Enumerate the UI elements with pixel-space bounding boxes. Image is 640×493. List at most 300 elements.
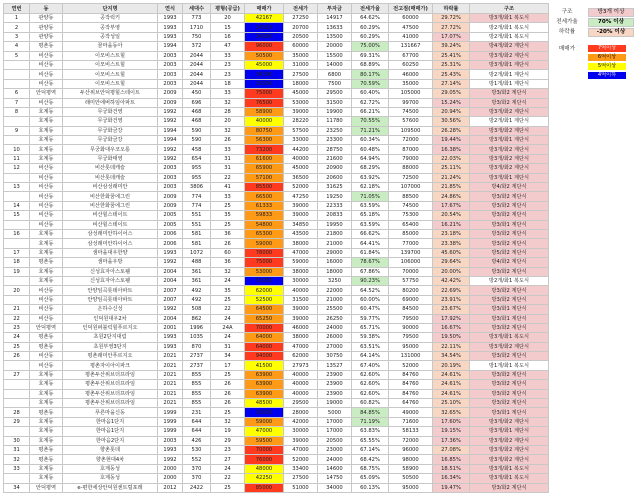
cell-built-year[interactable]: 1994 bbox=[158, 126, 183, 135]
cell-households[interactable]: 2422 bbox=[183, 483, 211, 492]
cell-built-year[interactable]: 2021 bbox=[158, 361, 183, 370]
cell-jeonse-ratio[interactable]: 62.60% bbox=[352, 380, 389, 389]
cell-size[interactable]: 32 bbox=[211, 98, 245, 107]
cell-built-year[interactable]: 2021 bbox=[158, 399, 183, 408]
cell-district[interactable]: 비산동 bbox=[30, 361, 63, 370]
cell-complex-name[interactable]: 이모비스트힐 bbox=[63, 70, 158, 79]
cell-sale-price[interactable]: 42167 bbox=[245, 14, 284, 23]
cell-jeonse-ratio[interactable]: 61.84% bbox=[352, 248, 389, 257]
cell-structure[interactable]: 방3/화1 계단식 bbox=[470, 408, 549, 417]
cell-jeonse-price[interactable]: 40000 bbox=[284, 389, 318, 398]
cell-peak-price[interactable]: 58133 bbox=[389, 427, 433, 436]
cell-size[interactable]: 27 bbox=[211, 455, 245, 464]
cell-peak-price[interactable]: 85000 bbox=[389, 229, 433, 238]
cell-structure[interactable]: 방2개/화1 복도식 bbox=[470, 276, 549, 285]
cell-size[interactable]: 25 bbox=[211, 483, 245, 492]
cell-structure[interactable]: 방2개/화1 계단식 bbox=[470, 70, 549, 79]
cell-district[interactable]: 비산동 bbox=[30, 79, 63, 88]
cell-households[interactable]: 2737 bbox=[183, 352, 211, 361]
cell-households[interactable]: 1710 bbox=[183, 23, 211, 32]
cell-district[interactable]: 비산동 bbox=[30, 164, 63, 173]
cell-peak-price[interactable]: 98000 bbox=[389, 455, 433, 464]
cell-size[interactable]: 23 bbox=[211, 70, 245, 79]
cell-peak-price[interactable]: 106000 bbox=[389, 258, 433, 267]
cell-row-number[interactable]: 13 bbox=[4, 183, 30, 192]
cell-jeonse-ratio[interactable]: 60.40% bbox=[352, 89, 389, 98]
cell-size[interactable]: 31 bbox=[211, 342, 245, 351]
cell-jeonse-ratio[interactable]: 90.23% bbox=[352, 276, 389, 285]
cell-investment[interactable]: 19250 bbox=[318, 192, 352, 201]
cell-structure[interactable]: 방3/화2 계단식 bbox=[470, 352, 549, 361]
cell-investment[interactable]: 24000 bbox=[318, 455, 352, 464]
cell-peak-price[interactable]: 75300 bbox=[389, 211, 433, 220]
cell-investment[interactable]: 20600 bbox=[318, 173, 352, 182]
cell-structure[interactable]: 방3/화2 계단식 bbox=[470, 267, 549, 276]
cell-size[interactable]: 31 bbox=[211, 164, 245, 173]
cell-jeonse-ratio[interactable]: 78.67% bbox=[352, 258, 389, 267]
cell-district[interactable]: 평촌동 bbox=[30, 342, 63, 351]
cell-drop-rate[interactable]: 24.61% bbox=[433, 370, 470, 379]
cell-investment[interactable]: 18000 bbox=[318, 267, 352, 276]
cell-investment[interactable]: 23000 bbox=[318, 445, 352, 454]
cell-row-number[interactable] bbox=[4, 117, 30, 126]
cell-drop-rate[interactable]: 30.56% bbox=[433, 117, 470, 126]
cell-investment[interactable]: 23900 bbox=[318, 370, 352, 379]
cell-row-number[interactable]: 28 bbox=[4, 408, 30, 417]
cell-peak-price[interactable]: 84760 bbox=[389, 389, 433, 398]
cell-structure[interactable]: 방3개/화2 계단식 bbox=[470, 126, 549, 135]
cell-peak-price[interactable]: 109500 bbox=[389, 126, 433, 135]
cell-structure[interactable]: 방4개/화2 계단식 bbox=[470, 42, 549, 51]
cell-size[interactable]: 25 bbox=[211, 295, 245, 304]
cell-peak-price[interactable]: 90000 bbox=[389, 323, 433, 332]
cell-sale-price[interactable]: 61333 bbox=[245, 201, 284, 210]
cell-complex-name[interactable]: 안양임곡롯데아파트 bbox=[63, 286, 158, 295]
cell-structure[interactable]: 방3개/화2 계단식 bbox=[470, 145, 549, 154]
cell-row-number[interactable]: 8 bbox=[4, 107, 30, 116]
cell-district[interactable]: 호계동 bbox=[30, 389, 63, 398]
cell-district[interactable]: 관양동 bbox=[30, 32, 63, 41]
cell-district[interactable]: 평촌동 bbox=[30, 445, 63, 454]
cell-peak-price[interactable]: 139700 bbox=[389, 248, 433, 257]
cell-district[interactable]: 비산동 bbox=[30, 220, 63, 229]
cell-complex-name[interactable]: 비산한화꿈에그린 bbox=[63, 201, 158, 210]
cell-complex-name[interactable]: 비산롯데캐슬 bbox=[63, 164, 158, 173]
cell-jeonse-price[interactable]: 57500 bbox=[284, 126, 318, 135]
cell-complex-name[interactable]: 평촌두산위브더프라임 bbox=[63, 399, 158, 408]
cell-structure[interactable]: 방3/화1 계단식 bbox=[470, 314, 549, 323]
cell-built-year[interactable]: 2005 bbox=[158, 211, 183, 220]
cell-sale-price[interactable]: 57100 bbox=[245, 173, 284, 182]
cell-investment[interactable]: 13527 bbox=[318, 361, 352, 370]
cell-drop-rate[interactable]: 19.50% bbox=[433, 333, 470, 342]
cell-complex-name[interactable]: 호계동성 bbox=[63, 464, 158, 473]
cell-drop-rate[interactable]: 22.11% bbox=[433, 342, 470, 351]
cell-built-year[interactable]: 2006 bbox=[158, 239, 183, 248]
cell-built-year[interactable]: 2003 bbox=[158, 70, 183, 79]
cell-built-year[interactable]: 1999 bbox=[158, 427, 183, 436]
cell-row-number[interactable] bbox=[4, 399, 30, 408]
cell-households[interactable]: 492 bbox=[183, 286, 211, 295]
cell-structure[interactable]: 방3개/화2 계단식 bbox=[470, 445, 549, 454]
cell-built-year[interactable]: 2003 bbox=[158, 436, 183, 445]
cell-households[interactable]: 2737 bbox=[183, 361, 211, 370]
cell-drop-rate[interactable]: 23.67% bbox=[433, 305, 470, 314]
cell-row-number[interactable] bbox=[4, 474, 30, 483]
cell-sale-price[interactable]: 63900 bbox=[245, 370, 284, 379]
cell-complex-name[interactable]: 호계동성 bbox=[63, 474, 158, 483]
cell-complex-name[interactable]: 무궁화건영 bbox=[63, 107, 158, 116]
cell-households[interactable]: 855 bbox=[183, 389, 211, 398]
cell-structure[interactable]: 방3개/화2 계단식 bbox=[470, 455, 549, 464]
cell-households[interactable]: 855 bbox=[183, 370, 211, 379]
cell-jeonse-price[interactable]: 45000 bbox=[284, 164, 318, 173]
cell-structure[interactable]: 방2개/화1 복도식 bbox=[470, 23, 549, 32]
cell-structure[interactable]: 방3/화2 계단식 bbox=[470, 286, 549, 295]
cell-size[interactable]: 32 bbox=[211, 417, 245, 426]
cell-size[interactable]: 34 bbox=[211, 352, 245, 361]
cell-size[interactable]: 28 bbox=[211, 107, 245, 116]
cell-investment[interactable]: 14600 bbox=[318, 464, 352, 473]
cell-households[interactable]: 426 bbox=[183, 436, 211, 445]
cell-peak-price[interactable]: 131000 bbox=[389, 352, 433, 361]
cell-structure[interactable]: 방3/화2 계단식 bbox=[470, 192, 549, 201]
column-header[interactable]: 구조 bbox=[470, 4, 549, 14]
cell-jeonse-price[interactable]: 36500 bbox=[284, 173, 318, 182]
cell-jeonse-ratio[interactable]: 60.82% bbox=[352, 399, 389, 408]
cell-drop-rate[interactable]: 21.85% bbox=[433, 183, 470, 192]
cell-built-year[interactable]: 2003 bbox=[158, 173, 183, 182]
cell-jeonse-price[interactable]: 52000 bbox=[284, 455, 318, 464]
cell-district[interactable]: 호계동 bbox=[30, 117, 63, 126]
cell-jeonse-ratio[interactable]: 66.62% bbox=[352, 229, 389, 238]
cell-investment[interactable]: 19950 bbox=[318, 220, 352, 229]
cell-sale-price[interactable]: 63900 bbox=[245, 380, 284, 389]
cell-jeonse-ratio[interactable]: 62.72% bbox=[352, 98, 389, 107]
cell-size[interactable]: 19 bbox=[211, 427, 245, 436]
cell-investment[interactable]: 14000 bbox=[318, 60, 352, 69]
cell-built-year[interactable]: 2004 bbox=[158, 314, 183, 323]
cell-complex-name[interactable]: 샘마을대우한양 bbox=[63, 248, 158, 257]
cell-jeonse-price[interactable]: 20500 bbox=[284, 32, 318, 41]
cell-jeonse-ratio[interactable]: 62.60% bbox=[352, 370, 389, 379]
column-header[interactable]: 동 bbox=[30, 4, 63, 14]
cell-investment[interactable]: 26000 bbox=[318, 333, 352, 342]
cell-sale-price[interactable]: 70000 bbox=[245, 323, 284, 332]
cell-structure[interactable]: 방3개/화1 복도식 bbox=[470, 474, 549, 483]
cell-jeonse-ratio[interactable]: 67.40% bbox=[352, 361, 389, 370]
cell-jeonse-ratio[interactable]: 60.48% bbox=[352, 145, 389, 154]
cell-jeonse-price[interactable]: 47000 bbox=[284, 248, 318, 257]
cell-district[interactable]: 호계동 bbox=[30, 276, 63, 285]
cell-size[interactable]: 15 bbox=[211, 23, 245, 32]
cell-investment[interactable]: 31500 bbox=[318, 98, 352, 107]
cell-jeonse-price[interactable]: 60000 bbox=[284, 42, 318, 51]
cell-sale-price[interactable]: 94000 bbox=[245, 352, 284, 361]
cell-row-number[interactable]: 1 bbox=[4, 14, 30, 23]
cell-district[interactable]: 관양동 bbox=[30, 14, 63, 23]
cell-sale-price[interactable]: 76000 bbox=[245, 455, 284, 464]
cell-complex-name[interactable]: 이모비스트힐 bbox=[63, 79, 158, 88]
cell-investment[interactable]: 5000 bbox=[318, 408, 352, 417]
cell-built-year[interactable]: 2000 bbox=[158, 474, 183, 483]
cell-households[interactable]: 370 bbox=[183, 464, 211, 473]
cell-size[interactable]: 20 bbox=[211, 117, 245, 126]
cell-investment[interactable]: 17000 bbox=[318, 417, 352, 426]
cell-sale-price[interactable]: 34300 bbox=[245, 70, 284, 79]
cell-drop-rate[interactable]: 19.15% bbox=[433, 427, 470, 436]
cell-row-number[interactable]: 27 bbox=[4, 370, 30, 379]
cell-peak-price[interactable]: 57600 bbox=[389, 117, 433, 126]
cell-investment[interactable]: 34000 bbox=[318, 483, 352, 492]
cell-district[interactable]: 비산동 bbox=[30, 192, 63, 201]
cell-peak-price[interactable]: 46000 bbox=[389, 70, 433, 79]
cell-size[interactable]: 23 bbox=[211, 60, 245, 69]
cell-investment[interactable]: 23250 bbox=[318, 126, 352, 135]
cell-complex-name[interactable]: e-편한세상안덕원센트럴포레 bbox=[63, 483, 158, 492]
cell-structure[interactable]: 방2개/화1 계단식 bbox=[470, 117, 549, 126]
cell-drop-rate[interactable]: 18.51% bbox=[433, 464, 470, 473]
cell-built-year[interactable]: 2006 bbox=[158, 229, 183, 238]
cell-peak-price[interactable]: 105000 bbox=[389, 89, 433, 98]
cell-jeonse-ratio[interactable]: 64.14% bbox=[352, 352, 389, 361]
cell-peak-price[interactable]: 84760 bbox=[389, 380, 433, 389]
cell-households[interactable]: 955 bbox=[183, 173, 211, 182]
cell-jeonse-ratio[interactable]: 64.62% bbox=[352, 14, 389, 23]
cell-structure[interactable]: 방3개/화2 계단식 bbox=[470, 342, 549, 351]
cell-jeonse-price[interactable]: 42000 bbox=[284, 417, 318, 426]
cell-households[interactable]: 3806 bbox=[183, 183, 211, 192]
cell-jeonse-price[interactable]: 31500 bbox=[284, 295, 318, 304]
cell-structure[interactable]: 방3개/화2 계단식 bbox=[470, 417, 549, 426]
cell-jeonse-price[interactable]: 27973 bbox=[284, 361, 318, 370]
cell-structure[interactable]: 방3/화2 계단식 bbox=[470, 229, 549, 238]
cell-investment[interactable]: 14750 bbox=[318, 474, 352, 483]
cell-jeonse-ratio[interactable]: 64.94% bbox=[352, 154, 389, 163]
cell-peak-price[interactable]: 60250 bbox=[389, 60, 433, 69]
cell-built-year[interactable]: 1993 bbox=[158, 23, 183, 32]
cell-investment[interactable]: 29500 bbox=[318, 89, 352, 98]
cell-jeonse-ratio[interactable]: 60.13% bbox=[352, 483, 389, 492]
cell-peak-price[interactable]: 107000 bbox=[389, 183, 433, 192]
cell-row-number[interactable]: 5 bbox=[4, 51, 30, 60]
cell-peak-price[interactable]: 52000 bbox=[389, 361, 433, 370]
cell-jeonse-price[interactable]: 33000 bbox=[284, 136, 318, 145]
cell-jeonse-ratio[interactable]: 65.71% bbox=[352, 323, 389, 332]
cell-complex-name[interactable]: 초원부영3단지 bbox=[63, 342, 158, 351]
cell-complex-name[interactable]: 래미안에버하임아파트 bbox=[63, 98, 158, 107]
cell-investment[interactable]: 27000 bbox=[318, 342, 352, 351]
cell-drop-rate[interactable]: 42.42% bbox=[433, 276, 470, 285]
cell-row-number[interactable] bbox=[4, 427, 30, 436]
cell-district[interactable]: 호계동 bbox=[30, 380, 63, 389]
cell-households[interactable]: 774 bbox=[183, 192, 211, 201]
cell-drop-rate[interactable]: 34.54% bbox=[433, 352, 470, 361]
cell-sale-price[interactable]: 63900 bbox=[245, 389, 284, 398]
cell-jeonse-price[interactable]: 40000 bbox=[284, 370, 318, 379]
cell-jeonse-ratio[interactable]: 60.00% bbox=[352, 295, 389, 304]
cell-investment[interactable]: 3250 bbox=[318, 276, 352, 285]
cell-built-year[interactable]: 1999 bbox=[158, 408, 183, 417]
cell-drop-rate[interactable]: 25.10% bbox=[433, 399, 470, 408]
cell-drop-rate[interactable]: 24.86% bbox=[433, 192, 470, 201]
cell-drop-rate[interactable]: 16.38% bbox=[433, 145, 470, 154]
cell-structure[interactable]: 방1개/화1 복도식 bbox=[470, 361, 549, 370]
cell-structure[interactable]: 방2개/화1 복도식 bbox=[470, 32, 549, 41]
cell-built-year[interactable]: 2009 bbox=[158, 201, 183, 210]
cell-sale-price[interactable]: 64000 bbox=[245, 333, 284, 342]
cell-row-number[interactable]: 24 bbox=[4, 333, 30, 342]
cell-row-number[interactable]: 20 bbox=[4, 286, 30, 295]
cell-built-year[interactable]: 1992 bbox=[158, 305, 183, 314]
cell-district[interactable]: 평촌동 bbox=[30, 333, 63, 342]
cell-size[interactable]: 20 bbox=[211, 14, 245, 23]
cell-sale-price[interactable]: 96000 bbox=[245, 42, 284, 51]
cell-peak-price[interactable]: 88500 bbox=[389, 192, 433, 201]
cell-households[interactable]: 654 bbox=[183, 154, 211, 163]
cell-structure[interactable]: 방3/화2 계단식 bbox=[470, 399, 549, 408]
cell-jeonse-price[interactable]: 27250 bbox=[284, 14, 318, 23]
cell-size[interactable]: 24 bbox=[211, 276, 245, 285]
cell-peak-price[interactable]: 64760 bbox=[389, 399, 433, 408]
column-header[interactable]: 전세가 bbox=[284, 4, 318, 14]
cell-district[interactable]: 비산동 bbox=[30, 98, 63, 107]
cell-structure[interactable]: 방1개/화1 계단식 bbox=[470, 79, 549, 88]
cell-built-year[interactable]: 2003 bbox=[158, 60, 183, 69]
cell-drop-rate[interactable]: 24.61% bbox=[433, 380, 470, 389]
cell-investment[interactable]: 7500 bbox=[318, 79, 352, 88]
cell-peak-price[interactable]: 50500 bbox=[389, 474, 433, 483]
cell-peak-price[interactable]: 95000 bbox=[389, 342, 433, 351]
cell-size[interactable]: 33 bbox=[211, 89, 245, 98]
cell-district[interactable]: 비산동 bbox=[30, 183, 63, 192]
cell-sale-price[interactable]: 48000 bbox=[245, 464, 284, 473]
cell-size[interactable]: 25 bbox=[211, 370, 245, 379]
cell-drop-rate[interactable]: 20.94% bbox=[433, 107, 470, 116]
cell-complex-name[interactable]: 초원2단지대림 bbox=[63, 333, 158, 342]
column-header[interactable]: 연번 bbox=[4, 4, 30, 14]
cell-structure[interactable]: 방5/화2 계단식 bbox=[470, 248, 549, 257]
cell-drop-rate[interactable]: 25.41% bbox=[433, 51, 470, 60]
cell-structure[interactable]: 방3/화2 계단식 bbox=[470, 98, 549, 107]
cell-row-number[interactable]: 11 bbox=[4, 154, 30, 163]
cell-households[interactable]: 450 bbox=[183, 89, 211, 98]
cell-sale-price[interactable]: 50500 bbox=[245, 51, 284, 60]
cell-households[interactable]: 551 bbox=[183, 211, 211, 220]
cell-complex-name[interactable]: 비산삼성래미안 bbox=[63, 183, 158, 192]
cell-peak-price[interactable]: 84760 bbox=[389, 370, 433, 379]
cell-complex-name[interactable]: 한마음1단지 bbox=[63, 417, 158, 426]
cell-jeonse-price[interactable]: 20700 bbox=[284, 23, 318, 32]
cell-peak-price[interactable]: 88000 bbox=[389, 164, 433, 173]
cell-peak-price[interactable]: 79500 bbox=[389, 314, 433, 323]
cell-investment[interactable]: 30750 bbox=[318, 352, 352, 361]
cell-structure[interactable]: 방4/화2 계단식 bbox=[470, 183, 549, 192]
cell-structure[interactable]: 방3/화2 계단식 bbox=[470, 211, 549, 220]
cell-built-year[interactable]: 1999 bbox=[158, 417, 183, 426]
cell-row-number[interactable]: 25 bbox=[4, 342, 30, 351]
cell-complex-name[interactable]: 비산롯데캐슬 bbox=[63, 173, 158, 182]
cell-row-number[interactable] bbox=[4, 136, 30, 145]
cell-investment[interactable]: 20900 bbox=[318, 164, 352, 173]
cell-jeonse-price[interactable]: 27500 bbox=[284, 474, 318, 483]
cell-households[interactable]: 2044 bbox=[183, 60, 211, 69]
cell-jeonse-price[interactable]: 39000 bbox=[284, 201, 318, 210]
column-header[interactable]: 전세가율 bbox=[352, 4, 389, 14]
cell-structure[interactable]: 방3/화2 계단식 bbox=[470, 89, 549, 98]
cell-jeonse-price[interactable]: 62000 bbox=[284, 352, 318, 361]
cell-jeonse-ratio[interactable]: 65.55% bbox=[352, 436, 389, 445]
cell-built-year[interactable]: 2003 bbox=[158, 183, 183, 192]
cell-peak-price[interactable]: 57750 bbox=[389, 276, 433, 285]
cell-complex-name[interactable]: 공작럭키 bbox=[63, 14, 158, 23]
cell-row-number[interactable] bbox=[4, 70, 30, 79]
cell-sale-price[interactable]: 52500 bbox=[245, 295, 284, 304]
cell-peak-price[interactable]: 74500 bbox=[389, 201, 433, 210]
cell-complex-name[interactable]: 이모비스트힐 bbox=[63, 60, 158, 69]
cell-complex-name[interactable]: 평촌두산위브더프라임 bbox=[63, 389, 158, 398]
cell-sale-price[interactable]: 73200 bbox=[245, 145, 284, 154]
cell-jeonse-price[interactable]: 43500 bbox=[284, 229, 318, 238]
cell-district[interactable]: 평촌동 bbox=[30, 258, 63, 267]
cell-jeonse-ratio[interactable]: 68.42% bbox=[352, 455, 389, 464]
cell-peak-price[interactable]: 60000 bbox=[389, 14, 433, 23]
cell-size[interactable]: 33 bbox=[211, 145, 245, 154]
cell-households[interactable]: 468 bbox=[183, 117, 211, 126]
cell-complex-name[interactable]: 향촌현대4차 bbox=[63, 455, 158, 464]
cell-complex-name[interactable]: 꿈마을동아 bbox=[63, 42, 158, 51]
cell-jeonse-price[interactable]: 52000 bbox=[284, 183, 318, 192]
cell-drop-rate[interactable]: 19.47% bbox=[433, 483, 470, 492]
cell-row-number[interactable]: 9 bbox=[4, 126, 30, 135]
cell-sale-price[interactable]: 45000 bbox=[245, 60, 284, 69]
cell-households[interactable]: 372 bbox=[183, 42, 211, 51]
cell-sale-price[interactable]: 48500 bbox=[245, 399, 284, 408]
cell-complex-name[interactable]: 두산위브안덕평힐스테이트 bbox=[63, 89, 158, 98]
cell-households[interactable]: 644 bbox=[183, 417, 211, 426]
cell-jeonse-ratio[interactable]: 66.21% bbox=[352, 107, 389, 116]
cell-sale-price[interactable]: 54800 bbox=[245, 220, 284, 229]
cell-size[interactable]: 24 bbox=[211, 333, 245, 342]
cell-district[interactable]: 호계동 bbox=[30, 474, 63, 483]
cell-drop-rate[interactable]: 29.64% bbox=[433, 258, 470, 267]
cell-row-number[interactable]: 10 bbox=[4, 145, 30, 154]
cell-district[interactable]: 호계동 bbox=[30, 464, 63, 473]
cell-district[interactable]: 호계동 bbox=[30, 229, 63, 238]
cell-complex-name[interactable]: 한마음2단지 bbox=[63, 436, 158, 445]
cell-complex-name[interactable]: 샘마을우방 bbox=[63, 258, 158, 267]
cell-row-number[interactable]: 16 bbox=[4, 229, 30, 238]
cell-peak-price[interactable]: 80200 bbox=[389, 286, 433, 295]
cell-complex-name[interactable]: 공작부영 bbox=[63, 23, 158, 32]
cell-district[interactable]: 관양동 bbox=[30, 23, 63, 32]
cell-size[interactable]: 25 bbox=[211, 408, 245, 417]
cell-peak-price[interactable]: 96000 bbox=[389, 445, 433, 454]
cell-households[interactable]: 370 bbox=[183, 474, 211, 483]
cell-structure[interactable]: 방3개/화1 계단식 bbox=[470, 60, 549, 69]
cell-households[interactable]: 508 bbox=[183, 305, 211, 314]
cell-peak-price[interactable]: 69000 bbox=[389, 295, 433, 304]
cell-households[interactable]: 530 bbox=[183, 445, 211, 454]
cell-complex-name[interactable]: 무궁화금강 bbox=[63, 126, 158, 135]
cell-jeonse-ratio[interactable]: 62.18% bbox=[352, 183, 389, 192]
cell-size[interactable]: 26 bbox=[211, 389, 245, 398]
cell-built-year[interactable]: 1993 bbox=[158, 333, 183, 342]
cell-sale-price[interactable]: 75000 bbox=[245, 258, 284, 267]
cell-jeonse-ratio[interactable]: 59.77% bbox=[352, 314, 389, 323]
cell-households[interactable]: 1072 bbox=[183, 248, 211, 257]
cell-households[interactable]: 551 bbox=[183, 220, 211, 229]
